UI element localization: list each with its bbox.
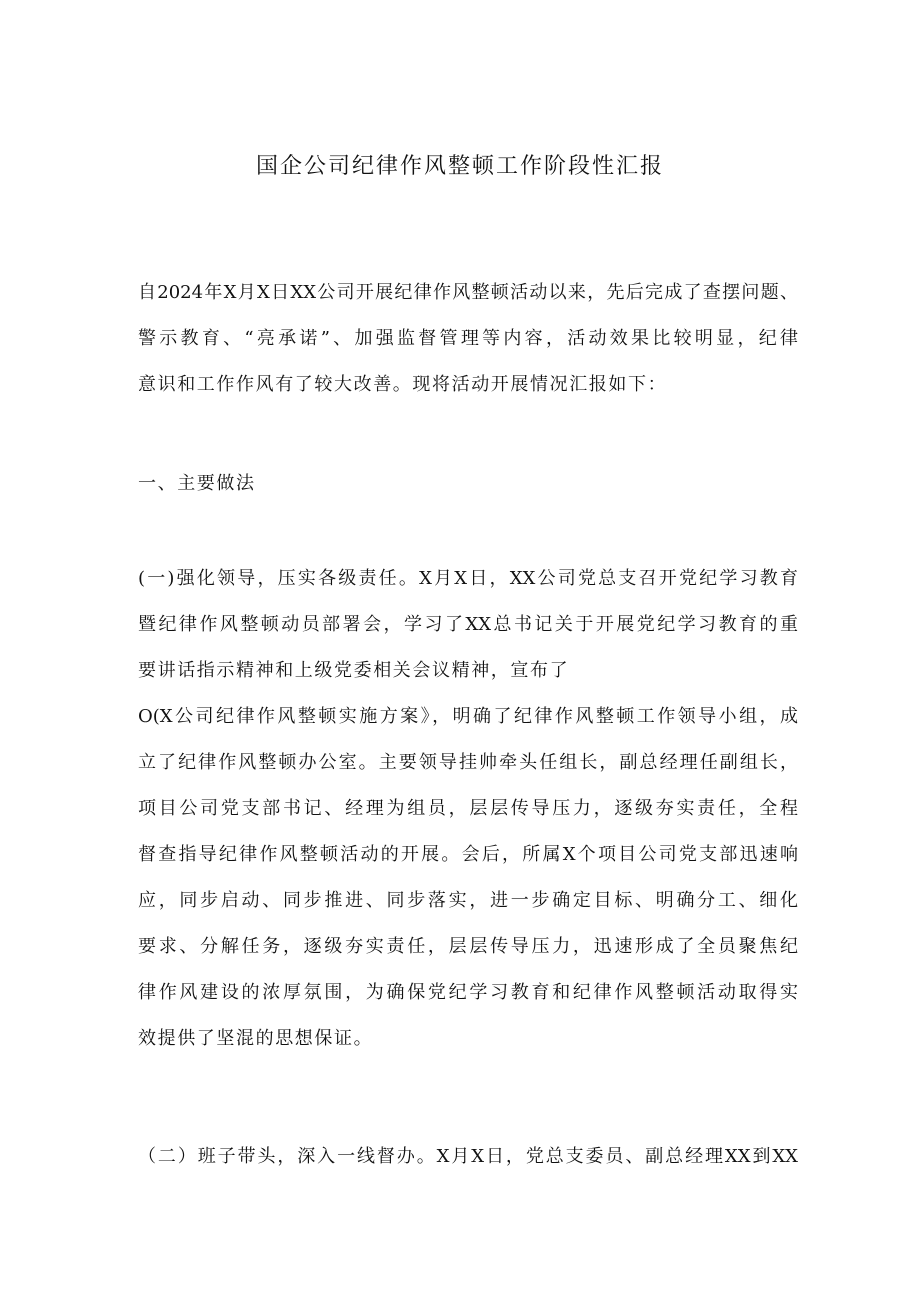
section-heading: 一、主要做法: [138, 473, 256, 494]
intro-line-3: 意识和工作作风有了较大改善。现将活动开展情况汇报如下：: [138, 374, 668, 395]
paragraph-line-1: (一)强化领导，压实各级责任。X月X日，XX公司党总支召开党纪学习教育: [138, 568, 798, 589]
paragraph-line-2: 暨纪律作风整顿动员部署会，学习了XX总书记关于开展党纪学习教育的重: [138, 614, 798, 635]
paragraph-line-11: 效提供了坚混的思想保证。: [138, 1028, 374, 1049]
paragraph-line-3: 要讲话指示精神和上级党委相关会议精神，宣布了: [138, 660, 570, 681]
intro-line-2: 警示教育、“亮承诺”、加强监督管理等内容，活动效果比较明显，纪律: [138, 328, 798, 349]
paragraph-line-9: 要求、分解任务，逐级夯实责任，层层传导压力，迅速形成了全员聚焦纪: [138, 936, 798, 957]
paragraph2-line-1: （二）班子带头，深入一线督办。X月X日，党总支委员、副总经理XX到XX: [138, 1146, 798, 1167]
paragraph-line-7: 督查指导纪律作风整顿活动的开展。会后，所属X个项目公司党支部迅速响: [138, 844, 798, 865]
document-title: 国企公司纪律作风整顿工作阶段性汇报: [255, 154, 664, 179]
paragraph-line-6: 项目公司党支部书记、经理为组员，层层传导压力，逐级夯实责任，全程: [138, 798, 798, 819]
paragraph-line-4: O(X公司纪律作风整顿实施方案》，明确了纪律作风整顿工作领导小组，成: [138, 706, 798, 727]
paragraph-line-10: 律作风建设的浓厚氛围，为确保党纪学习教育和纪律作风整顿活动取得实: [138, 982, 798, 1003]
intro-line-1: 自2024年X月X日XX公司开展纪律作风整顿活动以来，先后完成了查摆问题、: [138, 282, 798, 303]
paragraph-line-5: 立了纪律作风整顿办公室。主要领导挂帅牵头任组长，副总经理任副组长，: [138, 752, 798, 773]
paragraph-line-8: 应，同步启动、同步推进、同步落实，进一步确定目标、明确分工、细化: [138, 890, 798, 911]
